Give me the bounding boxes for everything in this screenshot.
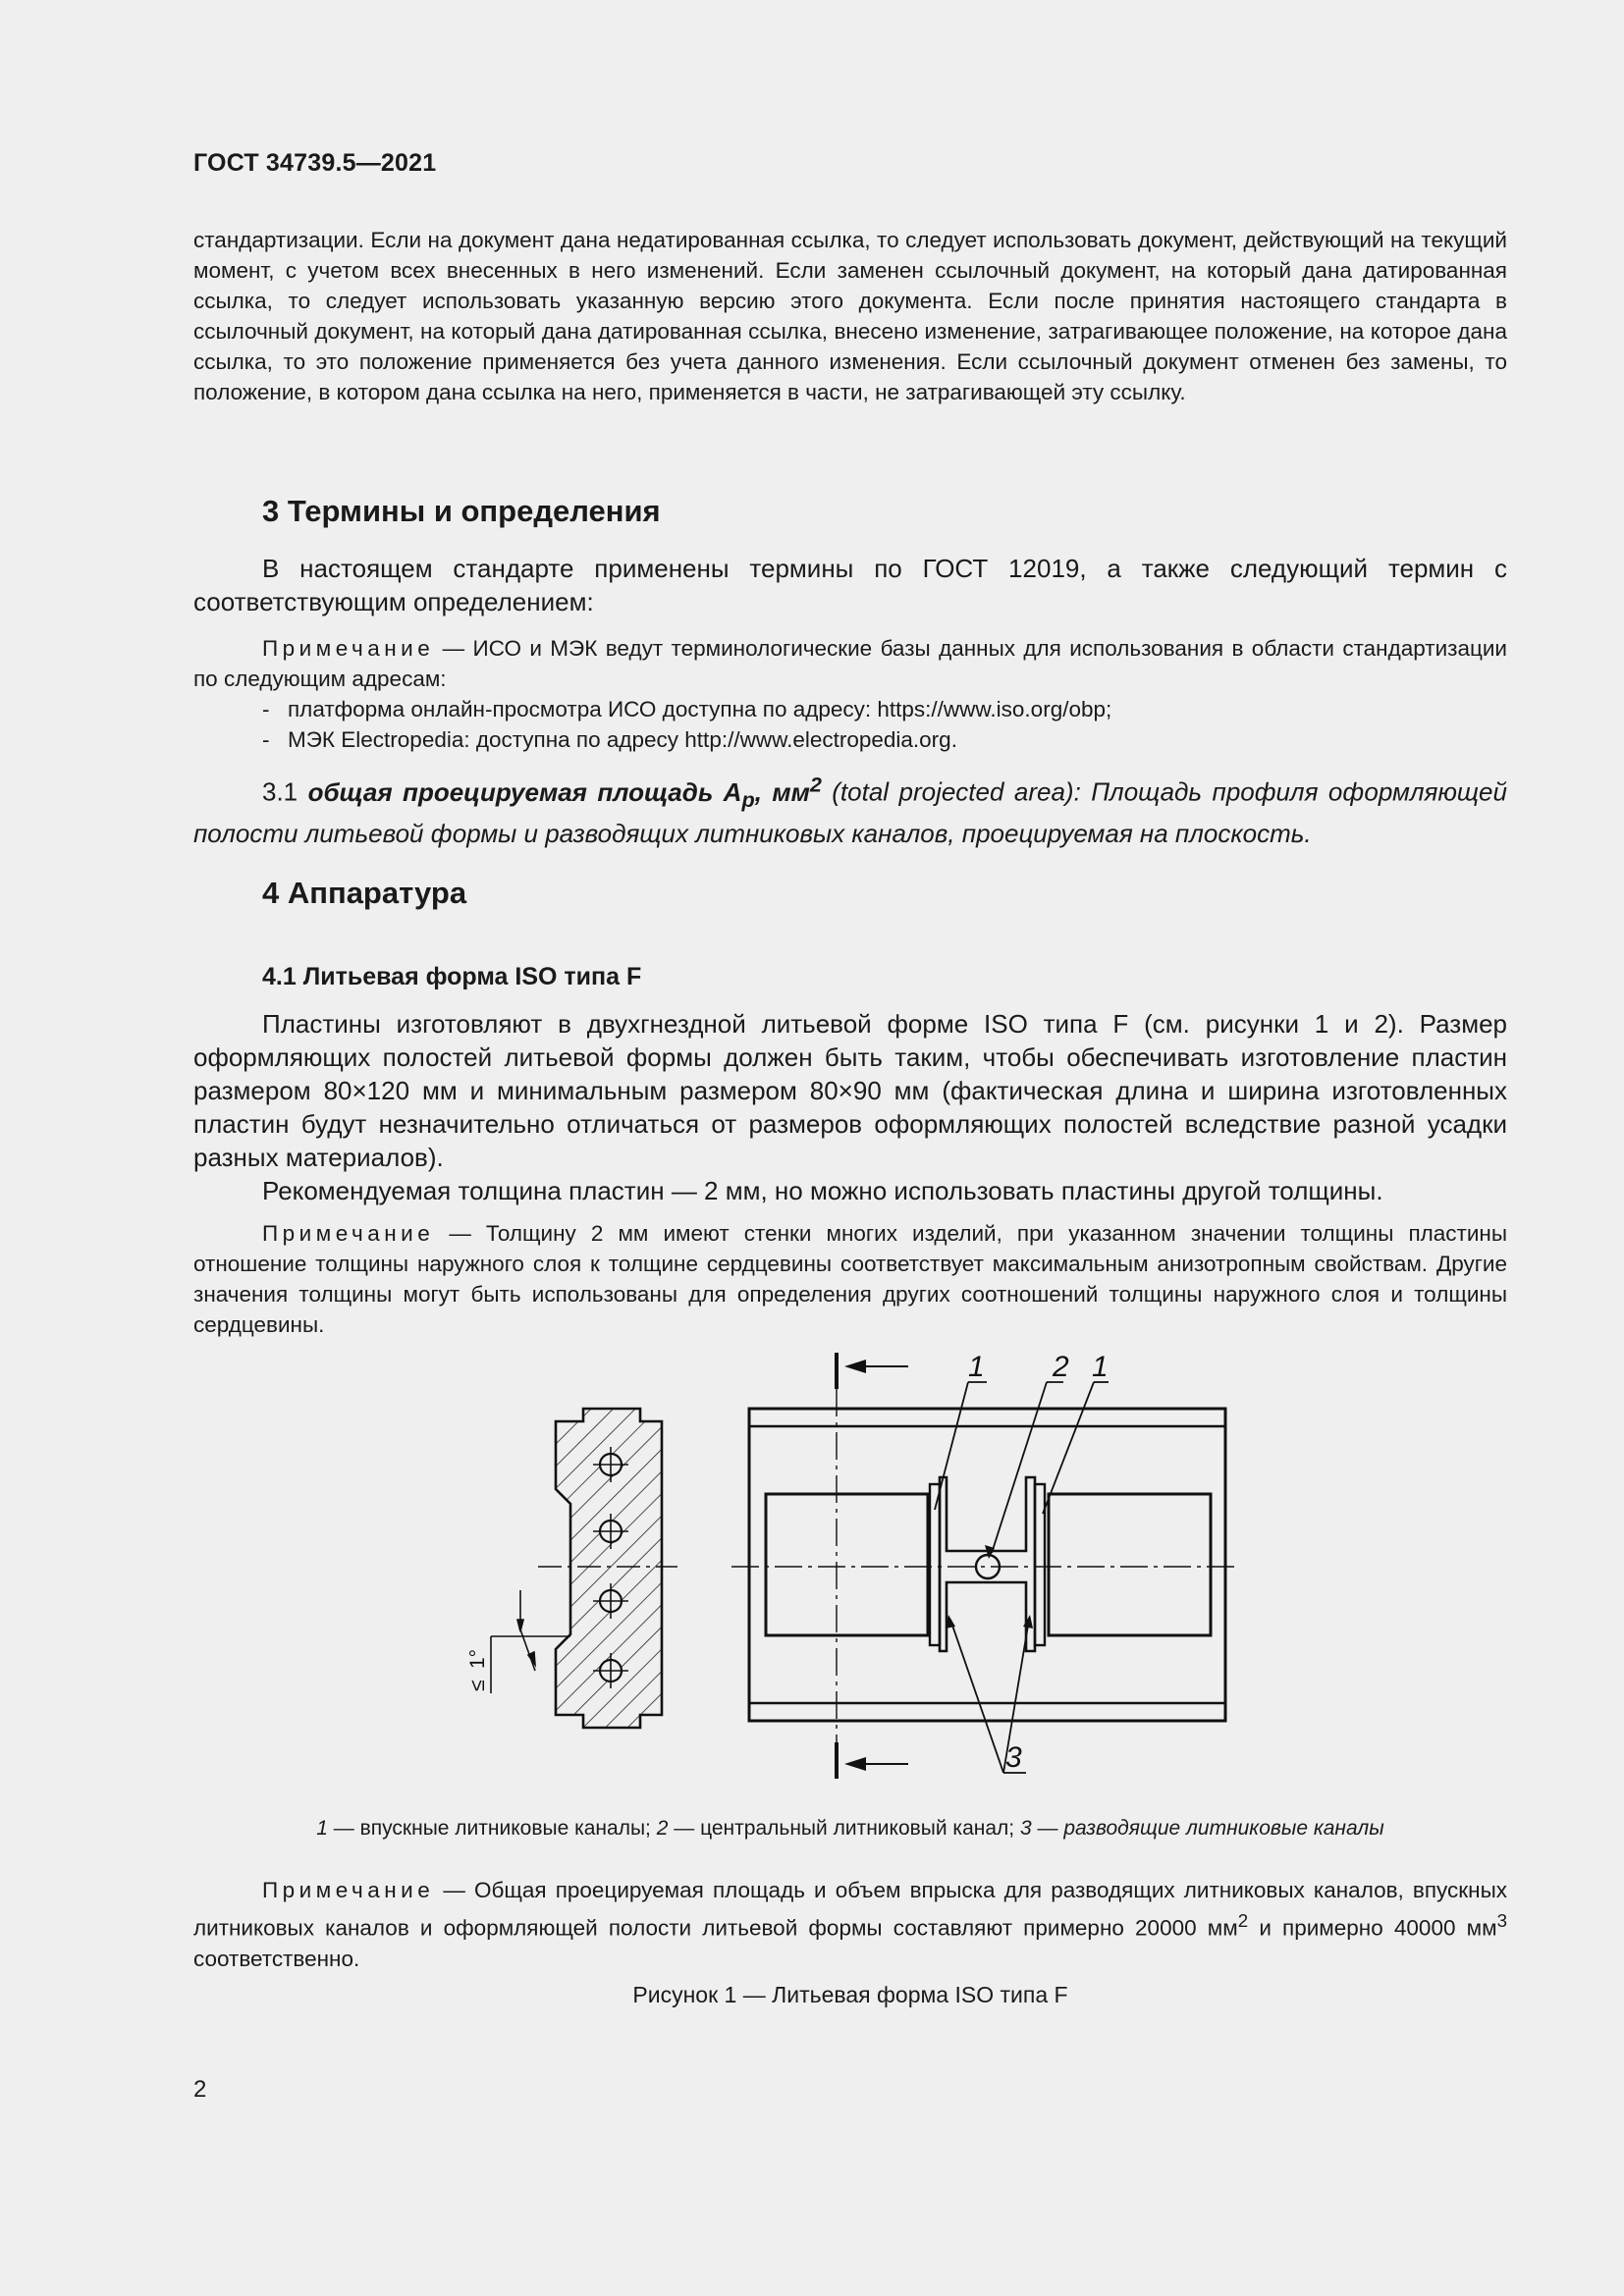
- note-label: Примечание: [262, 1878, 435, 1902]
- note-text: — ИСО и МЭК ведут терминологические базы данных для использования в области стандартизации по следующим адресам:: [193, 636, 1507, 691]
- cavity-left: [766, 1494, 928, 1635]
- figure-caption: Рисунок 1 — Литьевая форма ISO типа F: [632, 1982, 1068, 2007]
- term-name: общая проецируемая площадь $A_p$, $мм^2$: [307, 772, 822, 812]
- gate-right: [1035, 1484, 1045, 1645]
- figure-legend: 1 — впускные литниковые каналы; 2 — центральный литниковый канал; 3 — разводящие литниковые каналы: [316, 1817, 1384, 1840]
- plan-view: [731, 1351, 1239, 1779]
- section-view: [466, 1409, 677, 1728]
- callout-1-left: 1: [968, 1351, 985, 1383]
- section-4-heading: 4 Аппаратура: [262, 876, 467, 910]
- leader-lines: [935, 1382, 1109, 1773]
- document-code: ГОСТ 34739.5—2021: [193, 149, 437, 177]
- cavity-right: [1049, 1494, 1211, 1635]
- angle-label: 1°: [466, 1648, 489, 1669]
- angle-symbol: ≤: [466, 1680, 489, 1691]
- mold-outline: [749, 1409, 1225, 1721]
- note-label: Примечание: [262, 1221, 435, 1246]
- term-definition-text: (total projected area): Площадь профиля оформляющей полости литьевой формы и разводящих литниковых каналов, проецируемая на плоскость.: [193, 776, 1507, 848]
- intro-paragraph: стандартизации. Если на документ дана недатированная ссылка, то следует использовать документ, действующий на текущий момент, с учетом всех внесенных в него изменений. Если заменен ссылочный документ, на который дана датированная ссылка, то следует использовать указанную версию этого документа. Если после принятия настоящего стандарта в ссылочный документ, на который дана датированная ссылка, внесено изменение, затрагивающее положение, на которое дана ссылка, то это положение применяется без учета данного изменения. Если ссылочный документ отменен без замены, то положение, в котором дана ссылка на него, применяется в части, не затрагивающей эту ссылку.: [193, 228, 1507, 404]
- callout-3: 3: [1005, 1741, 1022, 1774]
- term-number: 3.1: [262, 776, 298, 807]
- section-4-1-heading: 4.1 Литьевая форма ISO типа F: [262, 963, 642, 990]
- section-4-paragraphs: Пластины изготовляют в двухгнездной литьевой форме ISO типа F (см. рисунки 1 и 2). Размер оформляющих полостей литьевой формы должен быть таким, чтобы обеспечивать изготовление пластин размером 80×120 мм и минимальным размером 80×90 мм (фактическая длина и ширина изготовленных пластин будут незначительно отличаться от размеров оформляющих полостей вследствие разной усадки разных материалов). Рекомендуемая толщина пластин — 2 мм, но можно использовать пластины другой толщины.: [193, 1009, 1507, 1205]
- section-3-paragraph: В настоящем стандарте применены термины по ГОСТ 12019, а также следующий термин с соответствующим определением:: [193, 554, 1507, 616]
- list-item: - платформа онлайн-просмотра ИСО доступна по адресу: https://www.iso.org/obp;: [262, 697, 1112, 721]
- callout-2: 2: [1053, 1351, 1069, 1383]
- figure-note: Примечание — Общая проецируемая площадь и объем впрыска для разводящих литниковых каналов, впускных литниковых каналов и оформляющей полости литьевой формы составляют примерно 20000 $мм^2$ и примерно 40000 $мм^3$ соответственно.: [193, 1878, 1507, 1971]
- page-number: 2: [193, 2076, 207, 2103]
- list-item: - МЭК Electropedia: доступна по адресу http://www.electropedia.org.: [262, 727, 957, 752]
- section-3-heading: 3 Термины и определения: [262, 494, 661, 528]
- callout-1-right: 1: [1092, 1351, 1109, 1383]
- note-text: — Толщину 2 мм имеют стенки многих изделий, при указанном значении толщины пластины отношение толщины наружного слоя к толщине сердцевины соответствует максимальным анизотропным свойствам. Другие значения толщины могут быть использованы для определения других соотношений толщины наружного слоя и толщины сердцевины.: [193, 1221, 1507, 1337]
- note-label: Примечание: [262, 636, 435, 661]
